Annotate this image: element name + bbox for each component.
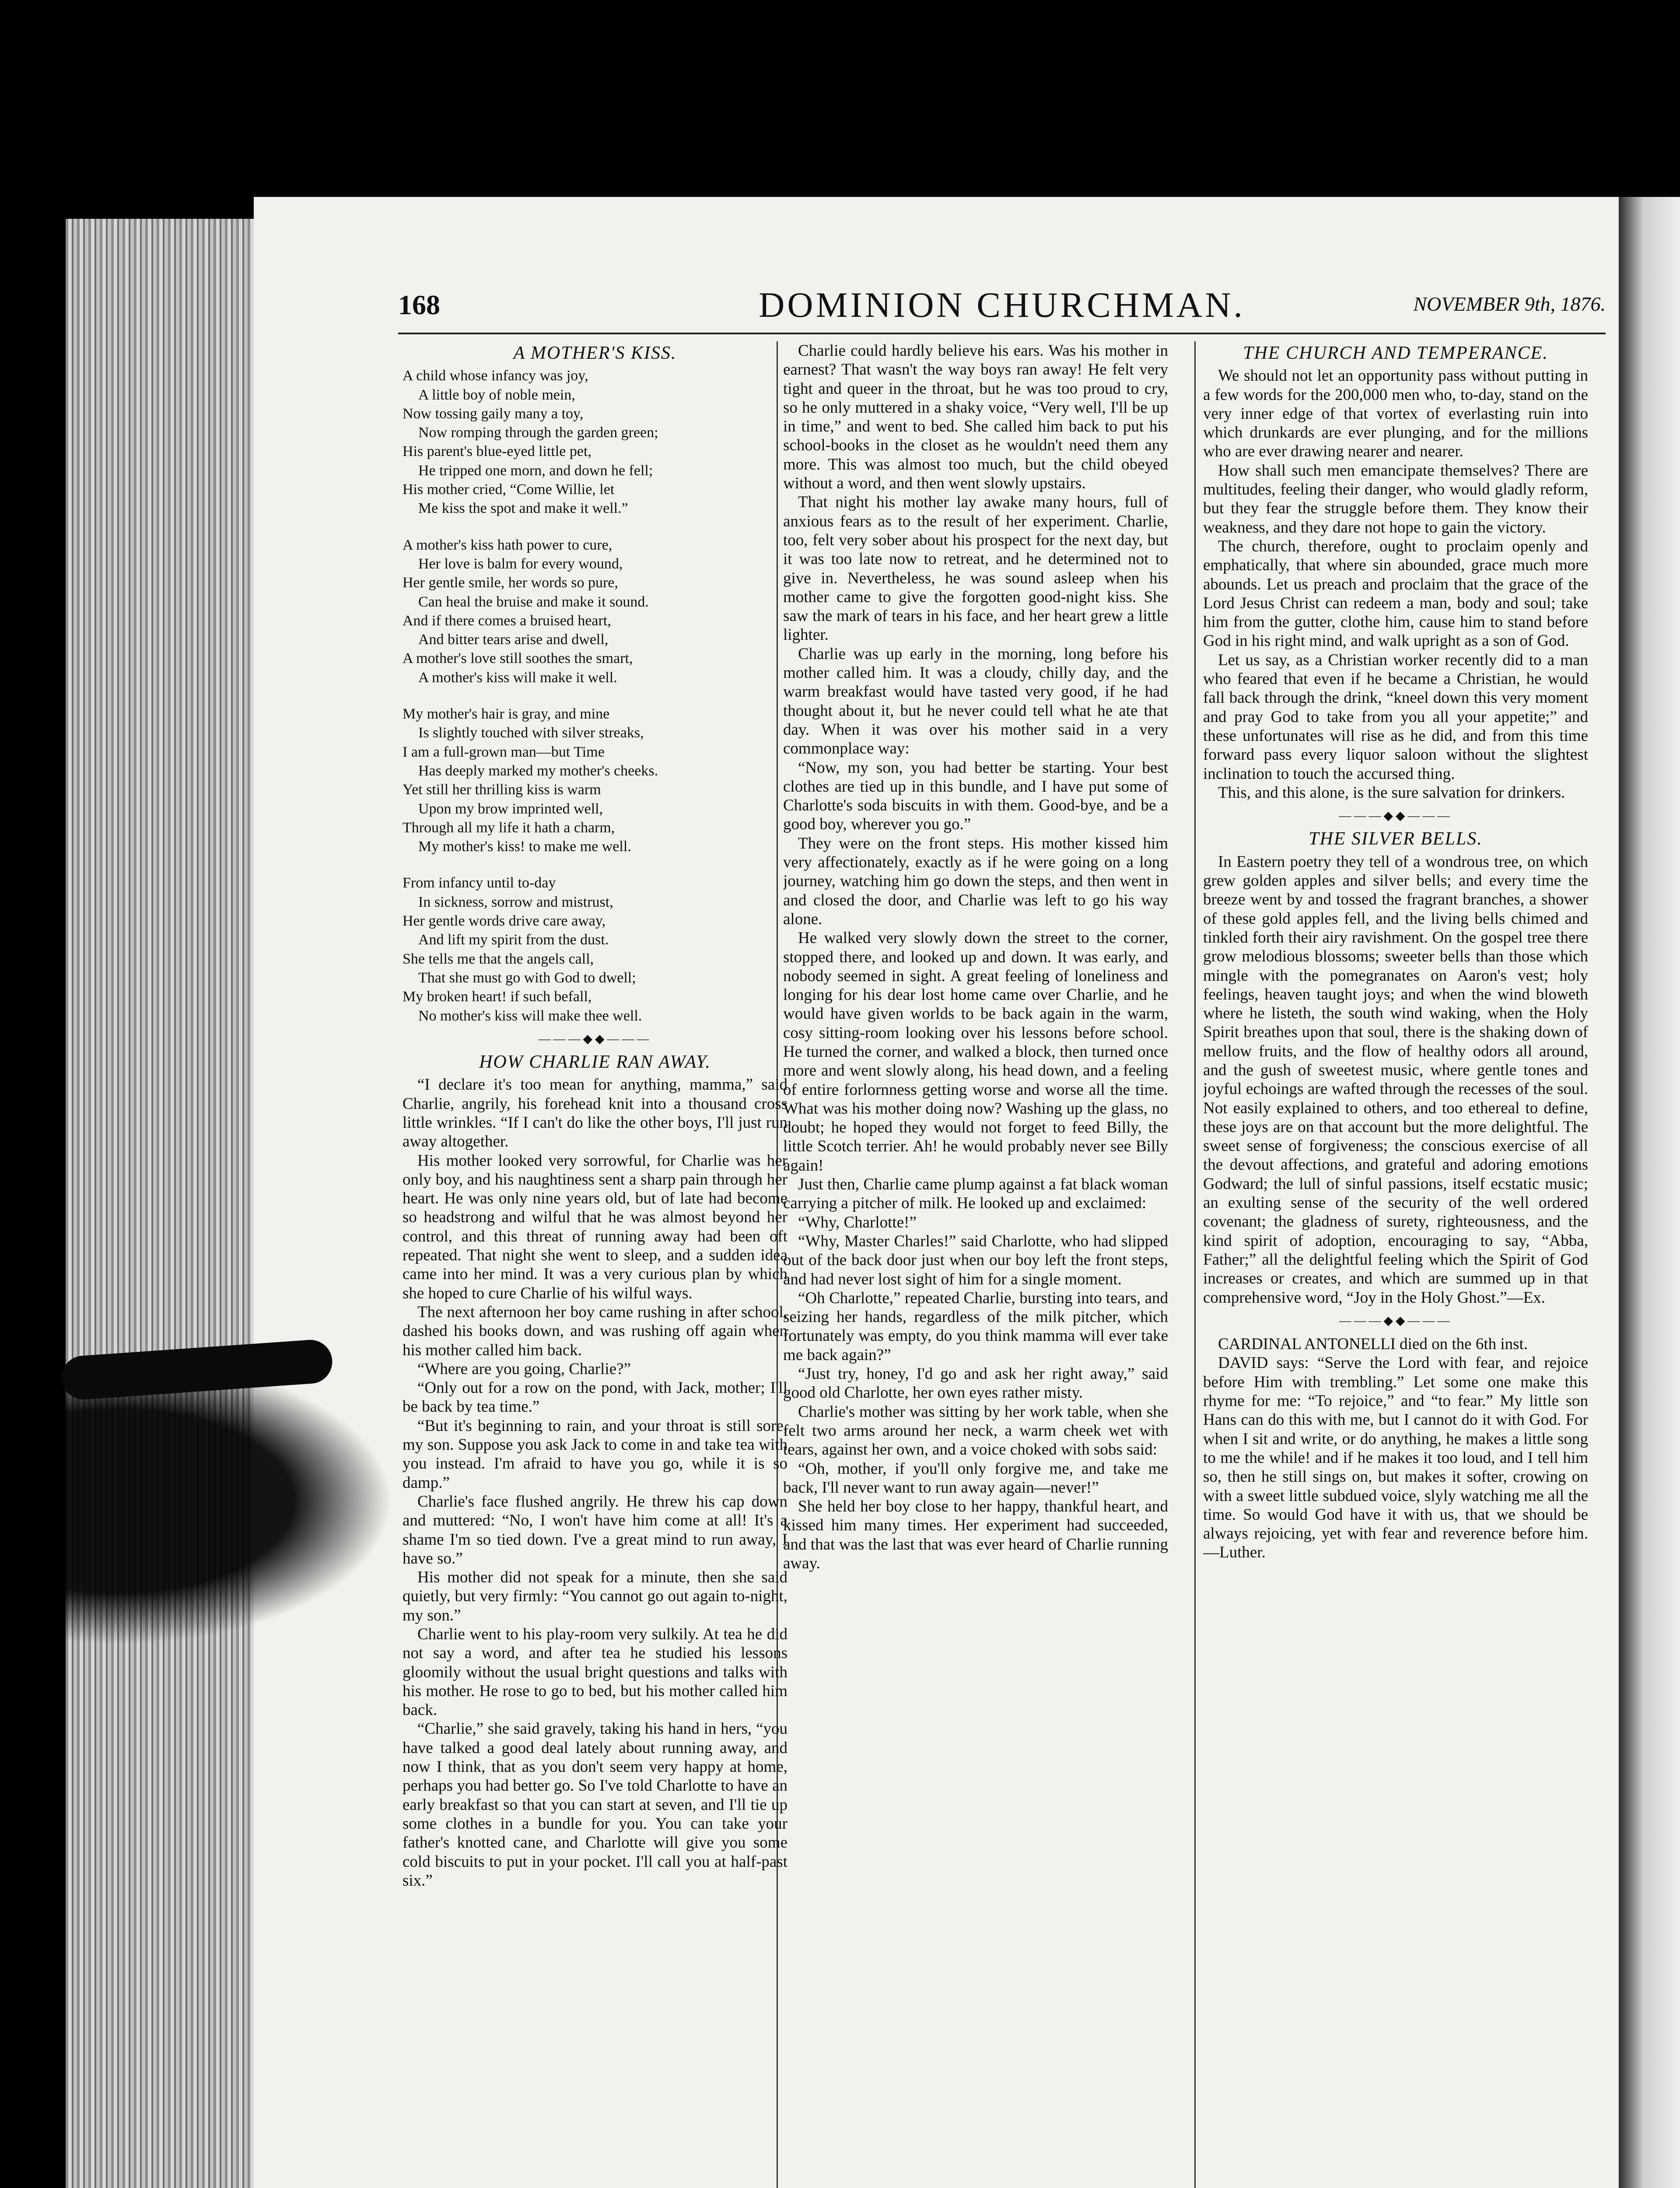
stanza-gap xyxy=(402,856,788,873)
column-2 xyxy=(783,341,1168,2188)
poem-line: Yet still her thrilling kiss is warm xyxy=(402,782,601,798)
story-paragraph: “I declare it's too mean for anything, mamma,” said Charlie, angrily, his forehead knit into a thousand cross little wrinkles. “If I can't do like the other boys, I'll just run away altogether. xyxy=(402,1076,788,1151)
antonelli-note: CARDINAL ANTONELLI died on the 6th inst. xyxy=(1218,1335,1528,1353)
story-paragraph: “Charlie,” she said gravely, taking his hand in hers, “you have talked a good deal lately about running away, and now I think, that as you don't seem very happy at home, perhaps you had better go. So I've told Charlotte to have an early breakfast so that you can start at seven, and I'll tie up some clothes in a bundle for you. You can take your father's knotted cane, and Charlotte will give you some cold biscuits to put in your pocket. I'll call you at half-past six.” xyxy=(402,1720,788,1890)
story-paragraph: Charlie's face flushed angrily. He threw his cap down and muttered: “No, I won't have him come at all! It's a shame I'm so tied down. I've a great mind to run away, I have so.” xyxy=(402,1492,788,1567)
section-divider: ———◆◆——— xyxy=(1339,809,1452,823)
story-paragraph: “Where are you going, Charlie?” xyxy=(417,1360,631,1378)
page-header xyxy=(398,284,1606,337)
article-paragraph: We should not let an opportunity pass without putting in a few words for the 200,000 men who, to-day, stand on the very inner edge of that vortex of everlasting ruin into which drunkards are ever plunging, and for the millions who are ever drawing nearer and nearer. xyxy=(1203,367,1588,461)
poem-line: His mother cried, “Come Willie, let xyxy=(402,481,615,498)
poem-line: A mother's kiss hath power to cure, xyxy=(402,536,612,553)
poem-line: I am a full-grown man—but Time xyxy=(402,743,605,760)
story-paragraph: “Now, my son, you had better be starting. Your best clothes are tied up in this bundle, and I have put some of Charlotte's soda biscuits in with them. Good-bye, and be a good boy, wherever you go.” xyxy=(783,758,1168,834)
poem-line: Has deeply marked my mother's cheeks. xyxy=(418,762,658,779)
story-paragraph: “Why, Charlotte!” xyxy=(798,1213,917,1231)
story-paragraph: “Oh Charlotte,” repeated Charlie, bursting into tears, and seizing her hands, regardless of the milk pitcher, which fortunately was empty, do you think mamma will ever take me back again?” xyxy=(783,1289,1168,1364)
poem-line: Can heal the bruise and make it sound. xyxy=(418,593,649,610)
story-title: HOW CHARLIE RAN AWAY. xyxy=(479,1052,711,1073)
poem-title: A MOTHER'S KISS. xyxy=(513,343,677,363)
poem-line: No mother's kiss will make thee well. xyxy=(418,1007,642,1024)
poem-line: A little boy of noble mein, xyxy=(418,386,575,403)
story-paragraph: Charlie's mother was sitting by her work table, when she felt two arms around her neck, a warm cheek wet with tears, against her own, and a voice choked with sobs said: xyxy=(783,1403,1168,1459)
section-divider: ———◆◆——— xyxy=(538,1032,652,1046)
poem-line: A mother's kiss will make it well. xyxy=(418,669,617,686)
poem-line: My mother's hair is gray, and mine xyxy=(402,706,610,722)
facing-page-edge xyxy=(1619,197,1680,2188)
journal-title: DOMINION CHURCHMAN. xyxy=(759,285,1245,325)
poem-line: She tells me that the angels call, xyxy=(402,950,594,967)
poem-line: Is slightly touched with silver streaks, xyxy=(418,725,644,741)
article-paragraph: How shall such men emancipate themselves? There are multitudes, feeling their danger, who would gladly reform, but they fear the struggle before them. They know their weakness, and they dare not hope to gain the victory. xyxy=(1203,461,1588,536)
poem-line: Now tossing gaily many a toy, xyxy=(402,405,584,422)
poem-line: Upon my brow imprinted well, xyxy=(418,800,603,817)
story-paragraph: They were on the front steps. His mother kissed him very affectionately, exactly as if he were going on a long journey, watching him go down the steps, and then went in and closed the door, and Charlie was left to go his way alone. xyxy=(783,834,1168,928)
story-paragraph: “Oh, mother, if you'll only forgive me, and take me back, I'll never want to run away again—never!” xyxy=(783,1459,1168,1497)
story-paragraph: Charlie was up early in the morning, long before his mother called him. It was a cloudy, chilly day, and the warm breakfast would have tasted very good, if he had thought about it, but he never could tell what he ate that day. When it was over his mother said in a very commonplace way: xyxy=(783,645,1168,758)
newspaper-page xyxy=(254,197,1619,2188)
story-paragraph: “Why, Master Charles!” said Charlotte, who had slipped out of the back door just when our boy left the front steps, and had never lost sight of him for a single moment. xyxy=(783,1232,1168,1288)
poem-line: And bitter tears arise and dwell, xyxy=(418,631,609,648)
poem-stanza xyxy=(402,705,788,856)
poem-line: A mother's love still soothes the smart, xyxy=(402,650,633,667)
column-1 xyxy=(402,341,788,2188)
header-rule xyxy=(398,333,1606,334)
poem-stanza xyxy=(402,536,788,687)
luther-paragraph: DAVID says: “Serve the Lord with fear, and rejoice before Him with trembling.” Let some one make this rhyme for me: “To rejoice,” and “to fear.” My little son Hans can do this with me, but I cannot do it with God. For when I sit and write, or do anything, he makes a little song to me the while! and if he makes it too loud, and I tell him so, then he still sings on, but makes it softer, crowing on with a sweet little subdued voice, slyly watching me all the time. So would God have it with us, that we should be always rejoicing, yet with fear and reverence before him.—Luther. xyxy=(1203,1354,1588,1562)
story-paragraph: “Only out for a row on the pond, with Jack, mother; I'll be back by tea time.” xyxy=(402,1379,788,1416)
page-number: 168 xyxy=(398,289,440,320)
story-paragraph: “Just try, honey, I'd go and ask her right away,” said good old Charlotte, her own eyes rather misty. xyxy=(783,1365,1168,1402)
story-paragraph: Charlie went to his play-room very sulkily. At tea he did not say a word, and after tea he studied his lessons gloomily without the usual bright questions and talks with his mother. He rose to go to bed, but his mother called him back. xyxy=(402,1625,788,1719)
bells-title: THE SILVER BELLS. xyxy=(1309,829,1483,849)
article-paragraph: The church, therefore, ought to proclaim openly and emphatically, that where sin abounded, grace much more abounds. Let us preach and proclaim that the grace of the Lord Jesus Christ can redeem a man, body and soul; take him from the gutter, clothe him, cause him to stand before God in his right mind, and walk upright as a son of God. xyxy=(1203,537,1588,650)
poem-line: That she must go with God to dwell; xyxy=(418,969,636,986)
story-paragraph: Just then, Charlie came plump against a fat black woman carrying a pitcher of milk. He looked up and exclaimed: xyxy=(783,1175,1168,1213)
poem-line: Her gentle words drive care away, xyxy=(402,913,606,929)
poem-stanza xyxy=(402,873,788,1025)
section-divider: ———◆◆——— xyxy=(1339,1314,1452,1328)
story-paragraph: The next afternoon her boy came rushing in after school, dashed his books down, and was rushing off again when his mother called him back. xyxy=(402,1303,788,1359)
poem-stanza xyxy=(402,366,788,518)
poem-line: Through all my life it hath a charm, xyxy=(402,819,615,836)
poem-line: Me kiss the spot and make it well.” xyxy=(418,500,628,517)
book-page-edges xyxy=(66,219,262,2188)
story-paragraph: His mother looked very sorrowful, for Charlie was her only boy, and his naughtiness sent a sharp pain through her heart. He was only nine years old, but of late had become so headstrong and wilful that he was almost beyond her control, and this threat of running away had been oft repeated. That night she went to sleep, and a sudden idea came into her mind. It was a very curious plan by which she hoped to cure Charlie of his wilful ways. xyxy=(402,1151,788,1302)
issue-date: NOVEMBER 9th, 1876. xyxy=(1413,293,1606,315)
article-paragraph: Let us say, as a Christian worker recently did to a man who feared that even if he became a Christian, he would fall back through the drink, “kneel down this very moment and pray God to take from you all your appetite;” and these unfortunates will rise as he did, and from this time forward pass every liquor saloon without the slightest inclination to touch the accursed thing. xyxy=(1203,651,1588,783)
stanza-gap xyxy=(402,687,788,705)
story-paragraph: He walked very slowly down the street to the corner, stopped there, and looked up and down. It was early, and nobody seemed in sight. A great feeling of loneliness and longing for his dear lost home came over Charlie, and he would have given worlds to be back again in the warm, cosy sitting-room looking over his lessons before school. He turned the corner, and walked a block, then turned once more and went slowly along, his head down, and a feeling of entire forlornness getting worse and worse all the time. What was his mother doing now? Washing up the glass, no doubt; he hoped they would not forget to feed Billy, the little Scotch terrier. Ah! he would probably never see Billy again! xyxy=(783,929,1168,1175)
poem-line: Her gentle smile, her words so pure, xyxy=(402,575,618,591)
story-paragraph: She held her boy close to her happy, thankful heart, and kissed him many times. Her experiment had succeeded, and that was the last that was ever heard of Charlie running away. xyxy=(783,1497,1168,1572)
story-paragraph: His mother did not speak for a minute, then she said quietly, but very firmly: “You cannot go out again to-night, my son.” xyxy=(402,1568,788,1624)
article-paragraph: This, and this alone, is the sure salvation for drinkers. xyxy=(1218,783,1565,802)
poem-line: In sickness, sorrow and mistrust, xyxy=(418,894,613,910)
poem-line: From infancy until to-day xyxy=(402,875,556,891)
column-3 xyxy=(1203,341,1588,2188)
poem-line: His parent's blue-eyed little pet, xyxy=(402,443,592,460)
poem-line: And if there comes a bruised heart, xyxy=(402,612,611,629)
poem-line: He tripped one morn, and down he fell; xyxy=(418,462,653,479)
article-paragraph: In Eastern poetry they tell of a wondrous tree, on which grew golden apples and silver bells; and every time the breeze went by and tossed the fragrant branches, a shower of these gold apples fell, and the living bells chimed and tinkled forth their airy ravishment. On the gospel tree there grow melodious blossoms; sweeter bells than those which mingle with the pomegranates on Aaron's vest; holy feelings, heaven taught joys; and when the wind bloweth where he listeth, the south wind waking, when the Holy Spirit breathes upon that soul, there is the shaking down of mellow fruits, and the flow of healthy odors all around, and the gush of sweetest music, where gentle tones and joyful echoings are wafted through the recesses of the soul. Not easily explained to others, and too ethereal to define, these joys are on that account but the more delightful. The sweet sense of forgiveness; the conscious exercise of all the devout affections, and grateful and adoring emotions Godward; the lull of sinful passions, itself ecstatic music; an exulting sense of the security of the well ordered covenant; the gladness of surety, righteousness, and the kind spirit of adoption, encouraging to say, “Abba, Father;” all the delightful feeling which the Spirit of God increases or creates, and which are summed up in that comprehensive word, “Joy in the Holy Ghost.”—Ex. xyxy=(1203,852,1588,1307)
poem-line: My broken heart! if such befall, xyxy=(402,989,592,1005)
poem-line: Now romping through the garden green; xyxy=(418,424,658,441)
poem-line: My mother's kiss! to make me well. xyxy=(418,838,631,855)
poem-line: A child whose infancy was joy, xyxy=(402,368,588,384)
poem-line: Her love is balm for every wound, xyxy=(418,555,623,572)
stanza-gap xyxy=(402,518,788,536)
story-paragraph: Charlie could hardly believe his ears. Was his mother in earnest? That wasn't the way boys ran away! He felt very tight and queer in the throat, but he was too proud to cry, so he only muttered in a shaky voice, “Very well, I'll be up in time,” and went to bed. She called him back to put his school-books in the closet as he wouldn't need them any more. This was almost too much, but the child obeyed without a word, and then went slowly upstairs. xyxy=(783,342,1168,493)
column-rule xyxy=(1194,341,1196,2188)
temperance-title: THE CHURCH AND TEMPERANCE. xyxy=(1243,343,1548,363)
story-paragraph: That night his mother lay awake many hours, full of anxious fears as to the result of her experiment. Charlie, too, felt very sober about his prospect for the next day, but it was too late now to retreat, and he determined not to give in. Nevertheless, he was sound asleep when his mother came to give the forgotten good-night kiss. She saw the mark of tears in his face, and her heart grew a little lighter. xyxy=(783,493,1168,644)
poem-line: And lift my spirit from the dust. xyxy=(418,932,609,948)
story-paragraph: “But it's beginning to rain, and your throat is still sore, my son. Suppose you ask Jack to come in and take tea with you instead. I'm afraid to have you go, while it is so damp.” xyxy=(402,1417,788,1492)
